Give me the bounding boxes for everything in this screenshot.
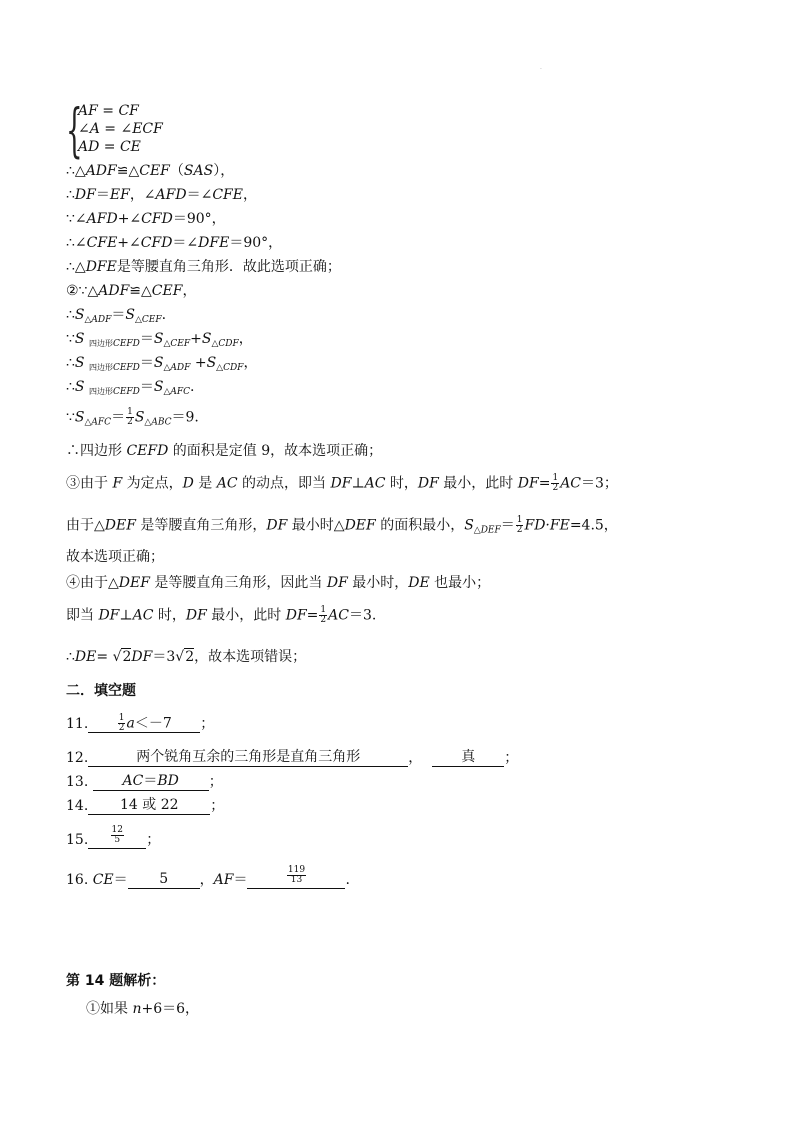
proof-line-12: ∴四边形 CEFD 的面积是定值 9，故本选项正确；: [66, 443, 383, 459]
proof-line-6: ②∵△ADF≌△CEF，: [66, 283, 197, 299]
answer-blank: $\frac{119}{13}$: [247, 866, 345, 889]
answer-14: 14. 14 或 22 ；: [66, 797, 225, 814]
sqrt-symbol: √2: [112, 649, 132, 665]
system-line-2: ∠A = ∠ECF: [78, 121, 163, 137]
system-line-1: AF = CF: [78, 103, 139, 119]
fraction-half: $\frac{1}{2}$: [127, 407, 133, 427]
proof-line-18: ∴DE= √2DF＝3√2，故本选项错误；: [66, 649, 307, 665]
section-heading: 二．填空题: [66, 683, 136, 699]
proof-line-5: ∴△DFE是等腰直角三角形．故此选项正确；: [66, 259, 341, 275]
answer-blank: $\frac{1}{2}$ a＜－7: [88, 714, 200, 733]
proof-line-14: 由于△DEF 是等腰直角三角形，DF 最小时△DEF 的面积最小，$S_{\triangle DEF}=$ $\frac{1}{2}$ FD·FE=4.5，: [66, 515, 618, 536]
proof-line-15: 故本选项正确；: [66, 549, 164, 565]
answer-blank: 14 或 22: [88, 796, 210, 815]
proof-line-17: 即当 DF⊥AC 时，DF 最小，此时 DF= $\frac{1}{2}$ AC＝3.: [66, 605, 377, 625]
answer-blank: 真: [432, 748, 504, 767]
analysis-line-1: ①如果 n+6＝6，: [86, 1001, 200, 1017]
proof-line-13: ③由于 F 为定点，D 是 AC 的动点，即当 DF⊥AC 时，DF 最小，此时 DF= $\frac{1}{2}$ AC＝3；: [66, 473, 618, 493]
scan-dot: ·: [540, 66, 542, 73]
proof-line-10: ∴S $_{四边形CEFD}=S_{\triangle AFC}$.: [66, 379, 195, 397]
equation-brace: {: [66, 96, 83, 164]
proof-line-11: $\because S_{\triangle AFC}=$ $\frac{1}{2}$ $S_{\triangle ABC}=9$.: [66, 407, 199, 428]
proof-line-8: ∵S $_{四边形CEFD}=S_{\triangle CEF}+S_{\triangle CDF}$，: [66, 331, 253, 349]
answer-15: 15. $\frac{12}{5}$ ；: [66, 825, 161, 848]
analysis-heading: 第 14 题解析：: [66, 973, 166, 989]
proof-line-7: $\therefore S_{\triangle ADF}=S_{\triangle CEF}$.: [66, 307, 167, 325]
sqrt-symbol: √2: [175, 649, 195, 665]
answer-blank: AC＝BD: [93, 772, 209, 791]
proof-line-9: ∴S $_{四边形CEFD}=S_{\triangle ADF} +S_{\triangle CDF}$，: [66, 355, 258, 373]
answer-blank: 两个锐角互余的三角形是直角三角形: [88, 748, 408, 767]
answer-blank: $\frac{12}{5}$: [88, 826, 146, 849]
proof-line-4: ∴∠CFE+∠CFD＝∠DFE＝90°，: [66, 235, 283, 251]
proof-line-16: ④由于△DEF 是等腰直角三角形，因此当 DF 最小时，DE 也最小；: [66, 575, 491, 591]
answer-12: 12. 两个锐角互余的三角形是直角三角形 ， 真 ；: [66, 749, 519, 766]
system-line-3: AD = CE: [78, 139, 141, 155]
answer-blank: 5: [128, 870, 200, 889]
answer-16: 16. CE＝ 5 ，AF＝ $\frac{119}{13}$ .: [66, 865, 350, 888]
proof-line-3: ∵∠AFD+∠CFD＝90°，: [66, 211, 226, 227]
answer-13: 13. AC＝BD ；: [66, 773, 223, 790]
proof-line-2: ∴DF＝EF，∠AFD＝∠CFE，: [66, 187, 257, 203]
fraction-half: $\frac{1}{2}$: [516, 515, 523, 535]
answer-11: 11. $\frac{1}{2}$ a＜－7 ；: [66, 713, 215, 733]
fraction-half: $\frac{1}{2}$: [552, 473, 559, 493]
proof-line-1: ∴△ADF≌△CEF（SAS），: [66, 163, 235, 179]
fraction-half: $\frac{1}{2}$: [320, 605, 327, 625]
